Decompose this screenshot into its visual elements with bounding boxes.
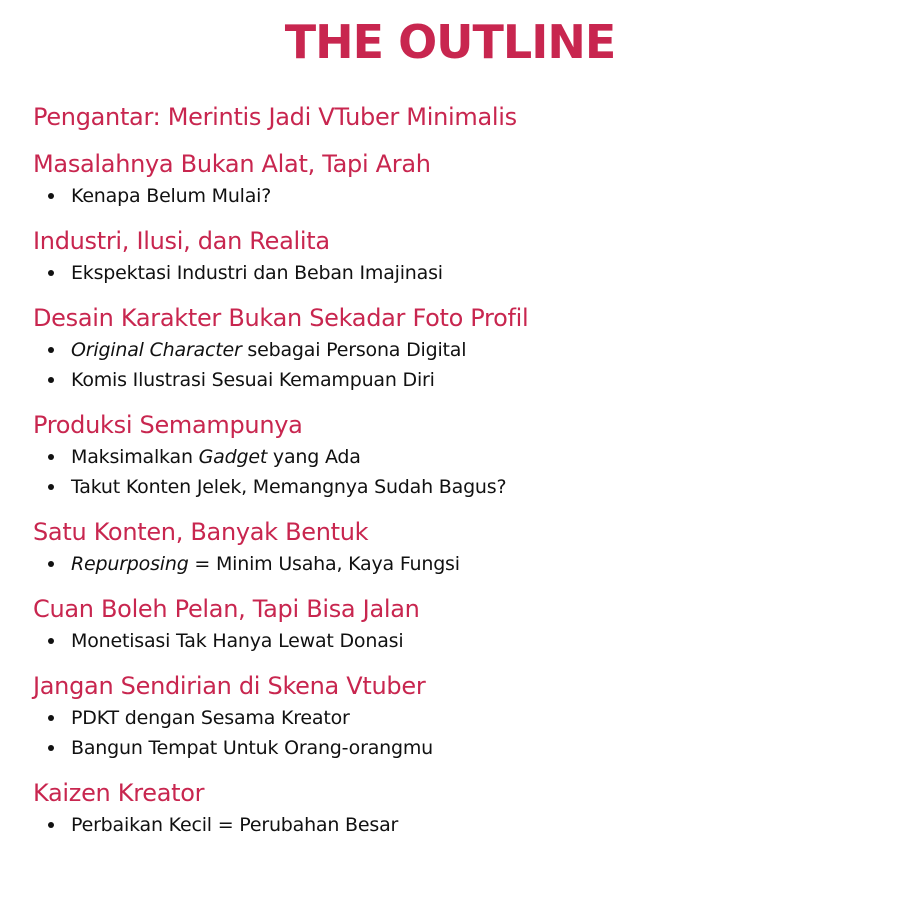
outline-list [33,100,873,853]
list-item [33,810,873,840]
item-text: Komis Ilustrasi Sesuai Kemampuan Diri [71,369,435,391]
list-item [33,442,873,472]
item-text: yang Ada [267,446,361,468]
section-heading: Produksi Semampunya [33,411,303,439]
section-items [33,258,873,288]
item-text: PDKT dengan Sesama Kreator [71,707,350,729]
outline-section [33,224,873,288]
bullet-icon [48,347,54,353]
item-text-italic: Original Character [71,339,242,361]
outline-section [33,301,873,395]
bullet-icon [48,561,54,567]
section-items [33,703,873,763]
bullet-icon [48,745,54,751]
item-text: Ekspektasi Industri dan Beban Imajinasi [71,262,443,284]
item-text: Bangun Tempat Untuk Orang-orangmu [71,737,434,759]
outline-section [33,408,873,502]
outline-section [33,776,873,840]
item-text: Kenapa Belum Mulai? [71,185,272,207]
page-title: THE OUTLINE [284,15,616,69]
bullet-icon [48,822,54,828]
section-heading: Masalahnya Bukan Alat, Tapi Arah [33,150,431,178]
bullet-icon [48,638,54,644]
item-text-italic: Gadget [198,446,268,468]
list-item [33,258,873,288]
item-text: = Minim Usaha, Kaya Fungsi [188,553,460,575]
section-items [33,181,873,211]
list-item [33,365,873,395]
bullet-icon [48,377,54,383]
bullet-icon [48,454,54,460]
section-heading: Satu Konten, Banyak Bentuk [33,518,369,546]
list-item [33,703,873,733]
item-text-italic: Repurposing [71,553,189,575]
list-item [33,733,873,763]
outline-section [33,515,873,579]
section-items [33,335,873,395]
bullet-icon [48,270,54,276]
bullet-icon [48,484,54,490]
item-text: Perbaikan Kecil = Perubahan Besar [71,814,399,836]
section-heading: Jangan Sendirian di Skena Vtuber [33,672,426,700]
section-items [33,810,873,840]
item-text: Takut Konten Jelek, Memangnya Sudah Bagus? [71,476,507,498]
section-items [33,626,873,656]
list-item [33,549,873,579]
outline-section [33,669,873,763]
item-text: sebagai Persona Digital [241,339,467,361]
section-heading: Cuan Boleh Pelan, Tapi Bisa Jalan [33,595,420,623]
section-heading: Pengantar: Merintis Jadi VTuber Minimalis [33,103,517,131]
list-item [33,181,873,211]
outline-section [33,100,873,134]
section-items [33,549,873,579]
section-items [33,442,873,502]
outline-section [33,592,873,656]
item-text: Monetisasi Tak Hanya Lewat Donasi [71,630,404,652]
bullet-icon [48,193,54,199]
section-heading: Kaizen Kreator [33,779,205,807]
list-item [33,335,873,365]
section-heading: Industri, Ilusi, dan Realita [33,227,330,255]
list-item [33,472,873,502]
item-text-before: Maksimalkan [71,446,199,468]
section-heading: Desain Karakter Bukan Sekadar Foto Profil [33,304,529,332]
outline-section [33,147,873,211]
list-item [33,626,873,656]
bullet-icon [48,715,54,721]
